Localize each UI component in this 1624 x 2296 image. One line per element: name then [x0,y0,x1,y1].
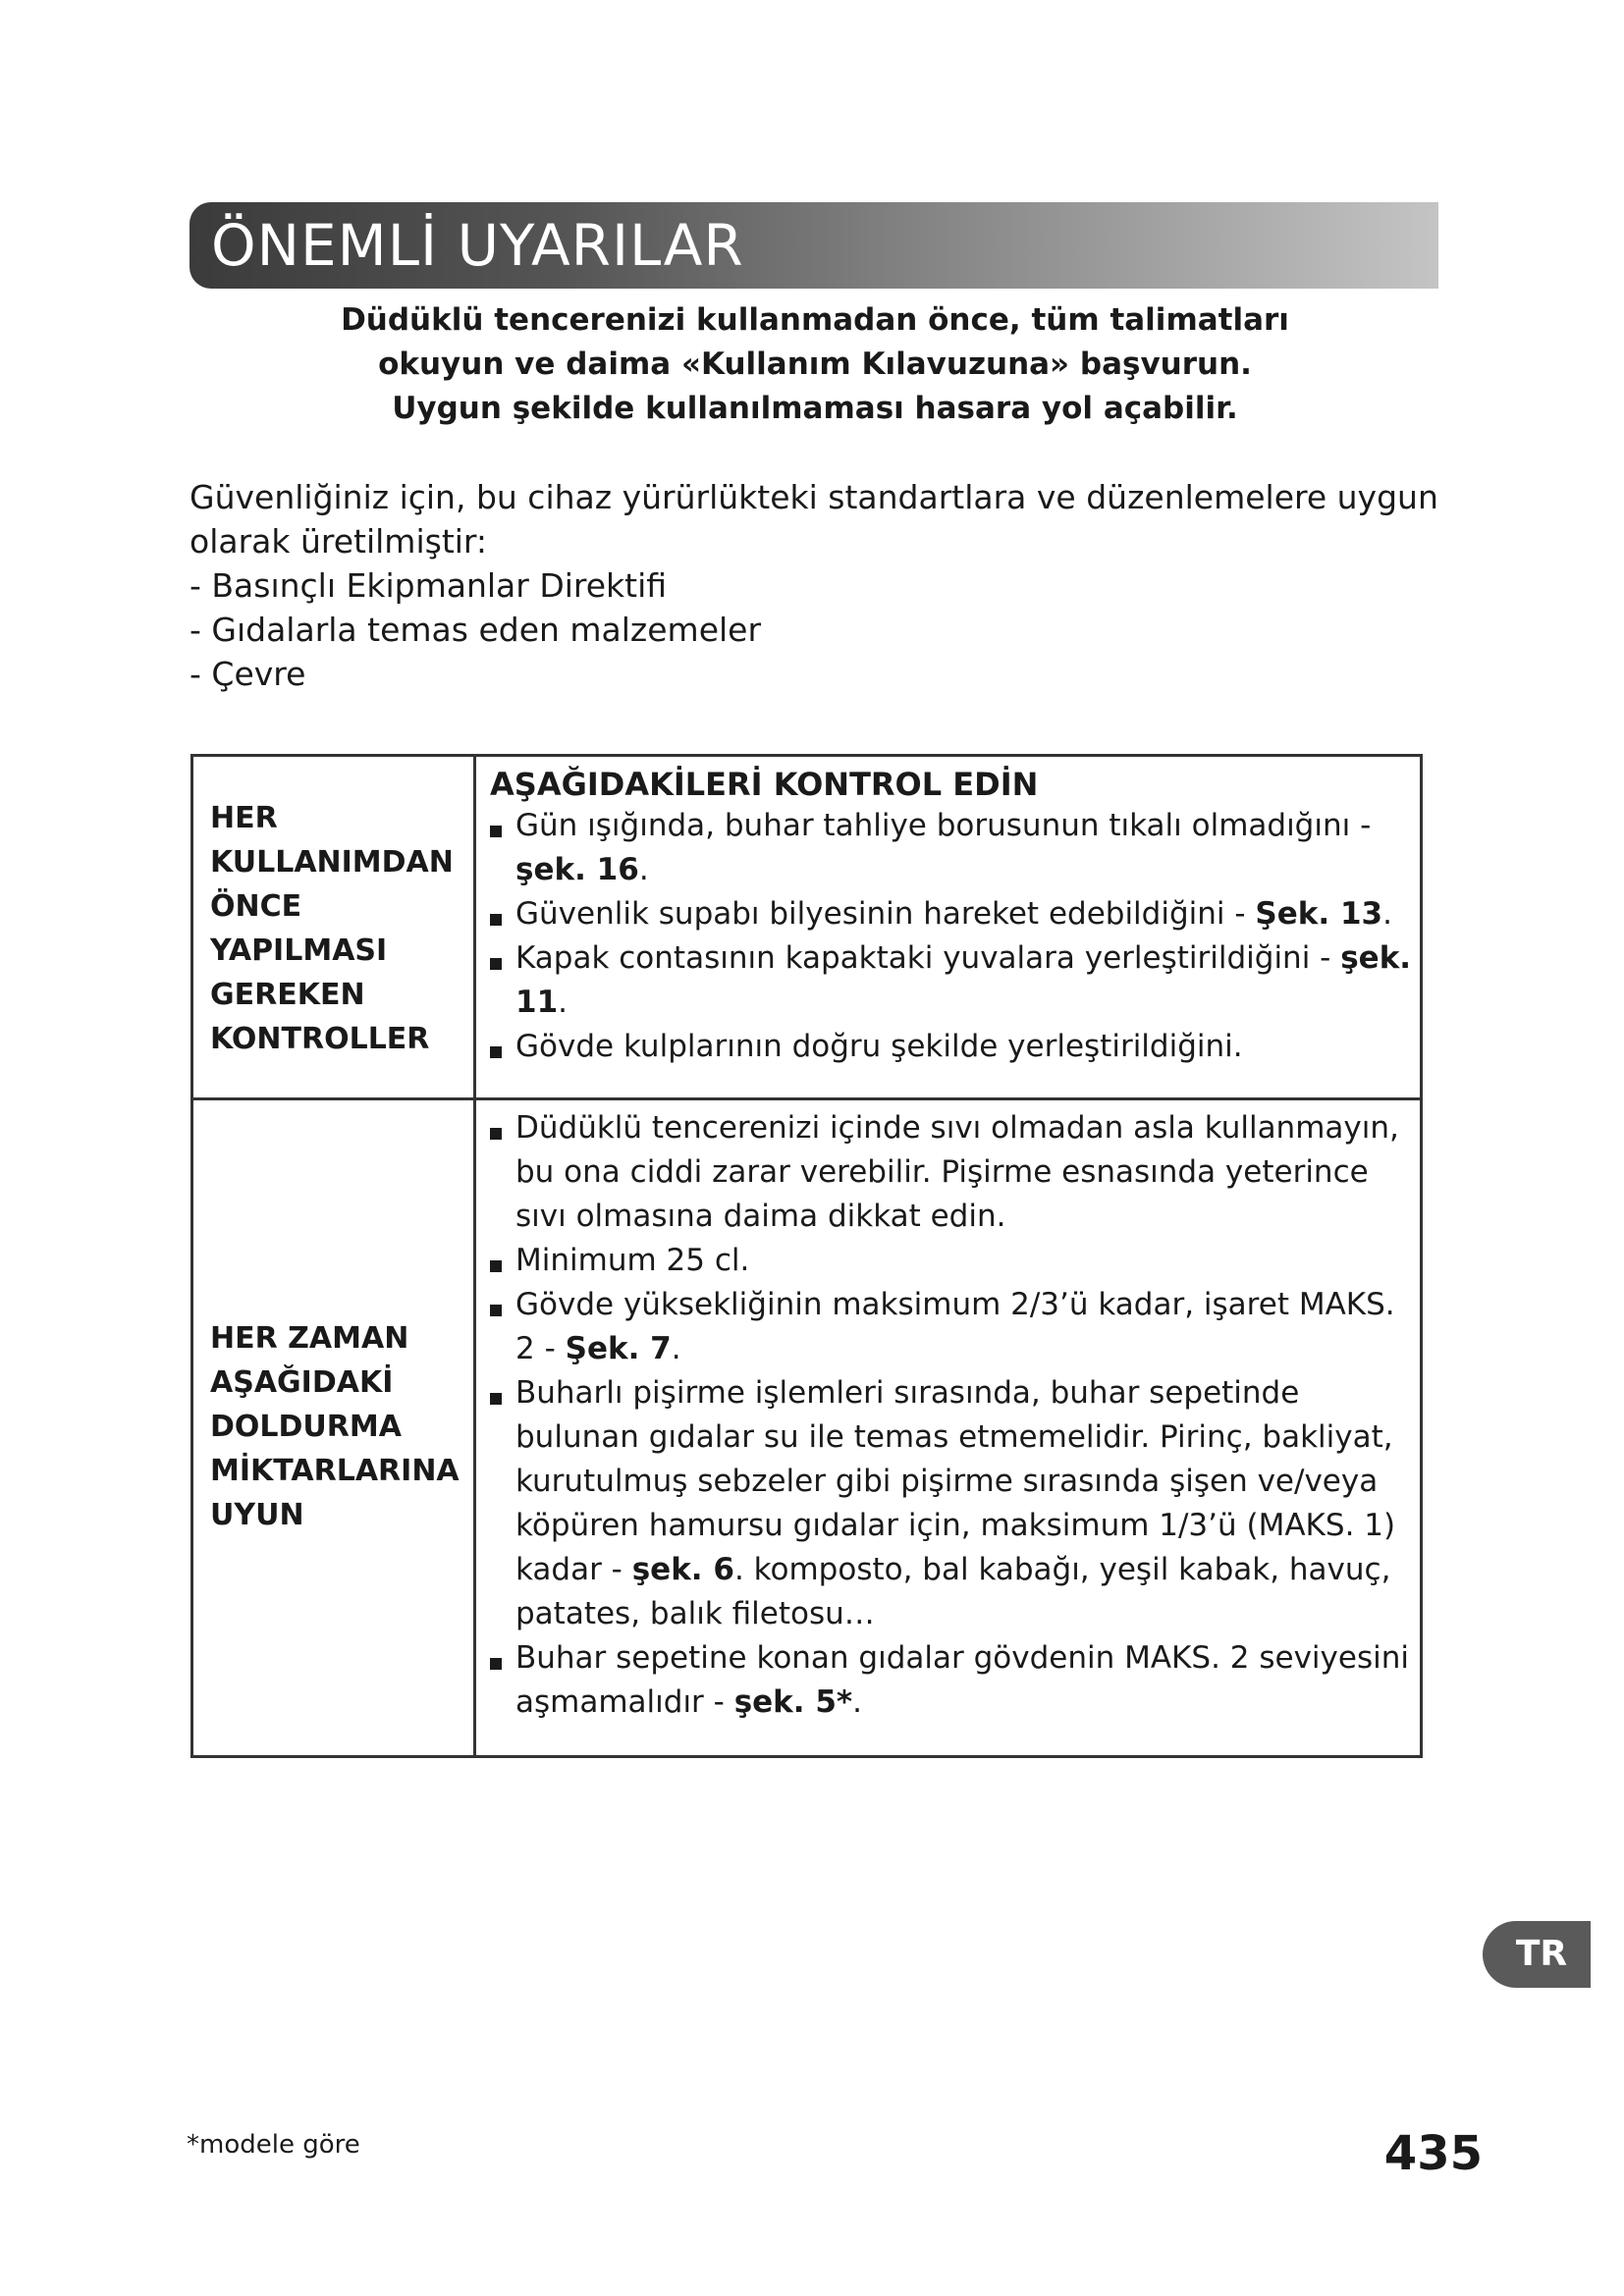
bullet-square-icon [490,1658,502,1670]
figure-ref: şek. [1340,940,1412,976]
bullet-square-icon [490,1305,502,1316]
table-row [192,1099,1422,1757]
figure-ref: 11 [515,985,559,1020]
bullet-square-icon [490,1128,502,1140]
page-number: 435 [1383,2126,1483,2181]
figure-ref: Şek. 7 [565,1331,672,1366]
intro-line: Düdüklü tencerenizi kullanmadan önce, tüm talimatları [341,302,1289,338]
list-item: Buharlı pişirme işlemleri sırasında, buhar sepetinde bulunan gıdalar su ile temas etmemelidir. Pirinç, bakliyat, kurutulmuş sebzeler gibi pişirme sırasında şişen ve/veya köpüren hamursu gıdalar için, maksimum 1/3’ü (MAKS. 1) kadar - şek. 6. komposto, bal kabağı, yeşil kabak, havuç, patates, balık filetosu… [490,1371,1410,1636]
bullet-square-icon [490,1393,502,1405]
bullet-square-icon [490,914,502,926]
row-label [193,1316,473,1537]
bullet-square-icon [490,1260,502,1272]
body-line: - Gıdalarla temas eden malzemeler [189,611,762,649]
row-label-cell [192,756,475,1099]
figure-ref: Şek. 13 [1255,896,1383,932]
label-line: MİKTARLARINA [210,1454,460,1488]
figure-ref: şek. 16 [515,852,639,887]
list-item: Kapak contasının kapaktaki yuvalara yerleştirildiğini - şek. 11. [490,936,1410,1025]
label-line: KULLANIMDAN [210,845,454,880]
footnote: *modele göre [187,2130,360,2160]
row-content-cell [475,756,1422,1099]
list-item: Gövde yüksekliğinin maksimum 2/3’ü kadar, işaret MAKS. 2 - Şek. 7. [490,1283,1410,1371]
label-line: ÖNCE [210,889,302,924]
figure-ref: şek. 5* [733,1684,853,1720]
label-line: UYUN [210,1498,304,1532]
figure-ref: şek. 6 [631,1552,734,1587]
safety-paragraph [189,475,1466,696]
page-title: ÖNEMLİ UYARILAR [211,212,744,279]
table-row [192,756,1422,1099]
body-line: Güvenliğiniz için, bu cihaz yürürlükteki standartlara ve düzenlemelere uygun [189,478,1438,516]
intro-line: Uygun şekilde kullanılmaması hasara yol açabilir. [392,391,1238,426]
row-label-cell [192,1099,475,1757]
label-line: YAPILMASI [210,934,388,968]
list-item: Minimum 25 cl. [490,1239,1410,1283]
list-item: Güvenlik supabı bilyesinin hareket edebildiğini - Şek. 13. [490,892,1410,936]
body-line: - Çevre [189,655,306,693]
row-content-cell [475,1099,1422,1757]
row-label [193,796,473,1061]
language-badge: TR [1483,1921,1591,1988]
title-bar [189,202,1438,289]
bullet-square-icon [490,1046,502,1058]
label-line: HER ZAMAN [210,1321,409,1356]
label-line: AŞAĞIDAKİ [210,1365,394,1400]
warnings-table [190,754,1423,1758]
list-item: Gün ışığında, buhar tahliye borusunun tıkalı olmadığını - şek. 16. [490,804,1410,892]
intro-warning [295,298,1335,431]
label-line: HER [210,801,278,835]
body-line: olarak üretilmiştir: [189,522,488,561]
label-line: KONTROLLER [210,1022,430,1056]
check-heading: AŞAĞIDAKİLERİ KONTROL EDİN [490,766,1039,803]
label-line: DOLDURMA [210,1410,402,1444]
intro-line: okuyun ve daima «Kullanım Kılavuzuna» başvurun. [378,347,1252,382]
list-item: Buhar sepetine konan gıdalar gövdenin MAKS. 2 seviyesini aşmamalıdır - şek. 5*. [490,1636,1410,1725]
bullet-square-icon [490,826,502,837]
body-line: - Basınçlı Ekipmanlar Direktifi [189,566,668,605]
list-item: Gövde kulplarının doğru şekilde yerleştirildiğini. [490,1025,1410,1069]
bullet-square-icon [490,958,502,970]
label-line: GEREKEN [210,978,365,1012]
list-item: Düdüklü tencerenizi içinde sıvı olmadan asla kullanmayın, bu ona ciddi zarar verebilir. Pişirme esnasında yeterince sıvı olmasına daima dikkat edin. [490,1106,1410,1239]
